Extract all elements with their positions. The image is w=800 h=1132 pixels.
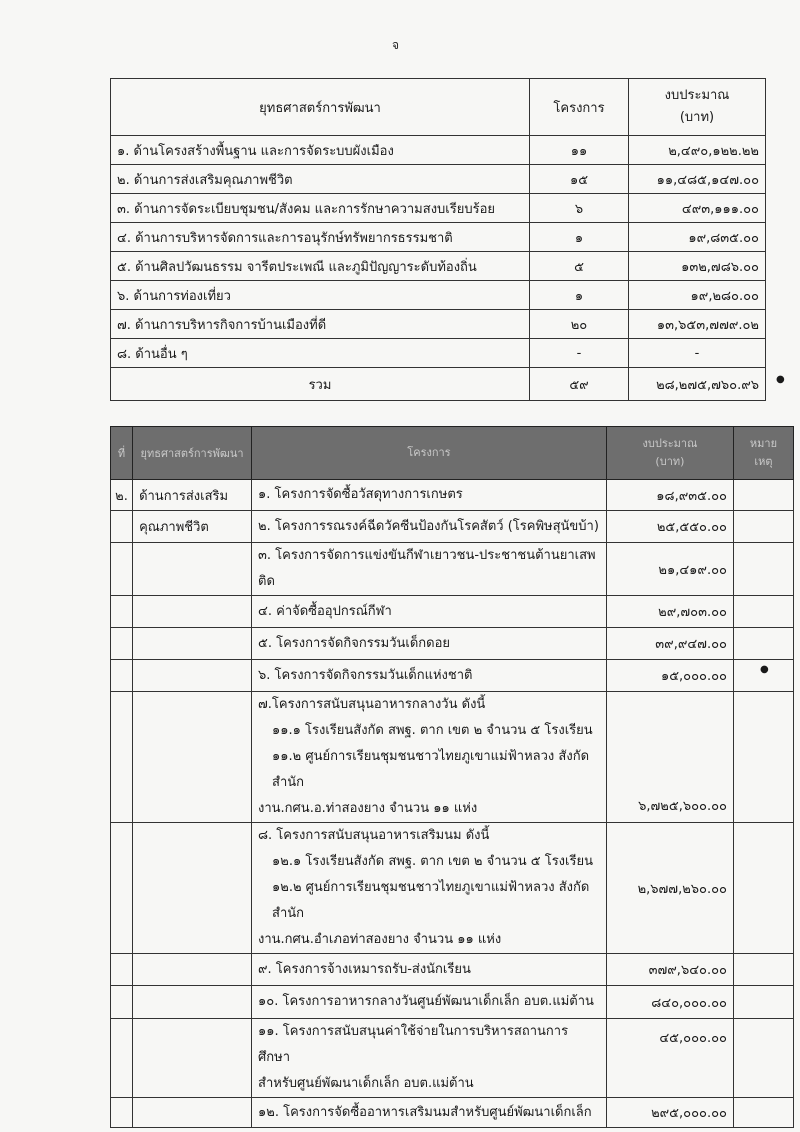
summary-row <box>111 165 766 194</box>
project-line: งาน.กศน.อ.ท่าสองยาง จำนวน ๑๑ แห่ง <box>258 801 478 816</box>
summary-budget: ๒,๔๙๐,๑๒๒.๒๒ <box>629 136 766 165</box>
project-name: ๑๐. โครงการอาหารกลางวันศูนย์พัฒนาเด็กเล็ก อบต.แม่ต้าน <box>252 986 607 1019</box>
project-budget: ๒๑,๔๑๙.๐๐ <box>606 543 733 596</box>
project-line: ๑๒.๒ ศูนย์การเรียนชุมชนชาวไทยภูเขาแม่ฟ้าหลวง สังกัด สำนัก <box>272 880 590 921</box>
no-header: ที่ <box>111 427 133 480</box>
group-number: ๒. <box>111 480 133 511</box>
detail-row <box>111 954 794 986</box>
project-name: ๒. โครงการรณรงค์ฉีดวัคซีนป้องกันโรคสัตว์ (โรคพิษสุนัขบ้า) <box>252 511 607 543</box>
summary-name: ๕. ด้านศิลปวัฒนธรรม จารีตประเพณี และภูมิปัญญาระดับท้องถิ่น <box>111 252 530 281</box>
project-name: ๕. โครงการจัดกิจกรรมวันเด็กดอย <box>252 628 607 660</box>
summary-row <box>111 252 766 281</box>
project-budget: ๘๔๐,๐๐๐.๐๐ <box>606 986 733 1019</box>
summary-name: ๔. ด้านการบริหารจัดการและการอนุรักษ์ทรัพยากรธรรมชาติ <box>111 223 530 252</box>
detail-row <box>111 480 794 511</box>
summary-budget: ๑๓๒,๗๘๖.๐๐ <box>629 252 766 281</box>
project-budget: ๓๙,๙๔๗.๐๐ <box>606 628 733 660</box>
summary-budget: - <box>629 339 766 368</box>
strategy-header: ยุทธศาสตร์การพัฒนา <box>111 79 530 136</box>
project-name: ๖. โครงการจัดกิจกรรมวันเด็กแห่งชาติ <box>252 660 607 692</box>
total-budget: ๒๘,๒๗๕,๗๖๐.๙๖ <box>629 368 766 401</box>
project-line: ๑๑.๑ โรงเรียนสังกัด สพฐ. ตาก เขต ๒ จำนวน ๕ โรงเรียน <box>272 723 593 738</box>
project-line: ๗.โครงการสนับสนุนอาหารกลางวัน ดังนี้ <box>258 697 486 712</box>
summary-budget: ๑๓,๖๕๓,๗๗๙.๐๒ <box>629 310 766 339</box>
project-name-multiline <box>252 692 607 823</box>
summary-name: ๑. ด้านโครงสร้างพื้นฐาน และการจัดระบบผังเมือง <box>111 136 530 165</box>
summary-name: ๓. ด้านการจัดระเบียบชุมชน/สังคม และการรักษาความสงบเรียบร้อย <box>111 194 530 223</box>
group-strategy-line1: ด้านการส่งเสริม <box>133 480 252 511</box>
summary-row <box>111 223 766 252</box>
summary-budget: ๔๙๓,๑๑๑.๐๐ <box>629 194 766 223</box>
summary-count: ๖ <box>530 194 629 223</box>
project-budget: ๒,๖๗๗,๒๖๐.๐๐ <box>606 823 733 954</box>
projects-header: โครงการ <box>530 79 629 136</box>
summary-name: ๖. ด้านการท่องเที่ยว <box>111 281 530 310</box>
detail-row <box>111 511 794 543</box>
summary-name: ๒. ด้านการส่งเสริมคุณภาพชีวิต <box>111 165 530 194</box>
total-count: ๕๙ <box>530 368 629 401</box>
project-line: งาน.กศน.อำเภอท่าสองยาง จำนวน ๑๑ แห่ง <box>258 932 502 947</box>
project-line: ๑๑.๒ ศูนย์การเรียนชุมชนชาวไทยภูเขาแม่ฟ้าหลวง สังกัด สำนัก <box>272 749 590 790</box>
project-budget: ๓๗๙,๖๔๐.๐๐ <box>606 954 733 986</box>
detail-table <box>110 426 794 1128</box>
project-name-multiline <box>252 1019 607 1098</box>
summary-count: ๑๑ <box>530 136 629 165</box>
project-line: ๑๑. โครงการสนับสนุนค่าใช้จ่ายในการบริหารสถานการศึกษา <box>258 1024 569 1065</box>
note-header: หมาย เหตุ <box>733 427 793 480</box>
detail-row <box>111 660 794 692</box>
summary-count: ๑ <box>530 281 629 310</box>
project-line: ๘. โครงการสนับสนุนอาหารเสริมนม ดังนี้ <box>258 828 490 843</box>
summary-table <box>110 78 766 401</box>
summary-total-row <box>111 368 766 401</box>
project-budget: ๒๕,๕๕๐.๐๐ <box>606 511 733 543</box>
detail-row <box>111 986 794 1019</box>
project-budget: ๒๙๕,๐๐๐.๐๐ <box>606 1098 733 1128</box>
detail-row <box>111 1098 794 1128</box>
summary-count: - <box>530 339 629 368</box>
project-budget: ๔๕,๐๐๐.๐๐ <box>606 1019 733 1098</box>
budget-header: งบประมาณ (บาท) <box>629 79 766 136</box>
detail-row <box>111 1019 794 1098</box>
project-line: สำหรับศูนย์พัฒนาเด็กเล็ก อบต.แม่ต้าน <box>258 1076 474 1091</box>
detail-header-row <box>111 427 794 480</box>
summary-row <box>111 194 766 223</box>
summary-budget: ๑๙,๘๓๕.๐๐ <box>629 223 766 252</box>
project-name: ๔. ค่าจัดซื้ออุปกรณ์กีฬา <box>252 596 607 628</box>
project-budget: ๑๘,๙๓๕.๐๐ <box>606 480 733 511</box>
detail-row <box>111 596 794 628</box>
summary-count: ๑ <box>530 223 629 252</box>
project-budget: ๒๙,๗๐๓.๐๐ <box>606 596 733 628</box>
detail-row <box>111 543 794 596</box>
project-budget: ๖,๗๒๕,๖๐๐.๐๐ <box>606 692 733 823</box>
total-label: รวม <box>111 368 530 401</box>
summary-name: ๘. ด้านอื่น ๆ <box>111 339 530 368</box>
strategy-header: ยุทธศาสตร์การพัฒนา <box>133 427 252 480</box>
project-name: ๙. โครงการจ้างเหมารถรับ-ส่งนักเรียน <box>252 954 607 986</box>
project-name: ๑. โครงการจัดซื้อวัสดุทางการเกษตร <box>252 480 607 511</box>
project-note <box>733 480 793 511</box>
summary-budget: ๑๑,๔๘๕,๑๔๗.๐๐ <box>629 165 766 194</box>
project-name: ๑๒. โครงการจัดซื้ออาหารเสริมนมสำหรับศูนย์พัฒนาเด็กเล็ก <box>252 1098 607 1128</box>
summary-row <box>111 281 766 310</box>
summary-count: ๒๐ <box>530 310 629 339</box>
project-line: ๑๒.๑ โรงเรียนสังกัด สพฐ. ตาก เขต ๒ จำนวน ๕ โรงเรียน <box>272 854 593 869</box>
summary-row <box>111 136 766 165</box>
group-strategy-line2: คุณภาพชีวิต <box>133 511 252 543</box>
page-number: จ <box>392 38 400 52</box>
detail-row <box>111 823 794 954</box>
summary-count: ๕ <box>530 252 629 281</box>
summary-name: ๗. ด้านการบริหารกิจการบ้านเมืองที่ดี <box>111 310 530 339</box>
summary-count: ๑๕ <box>530 165 629 194</box>
summary-budget: ๑๙,๒๘๐.๐๐ <box>629 281 766 310</box>
project-header: โครงการ <box>252 427 607 480</box>
project-name: ๓. โครงการจัดการแข่งขันกีฬาเยาวชน-ประชาชนต้านยาเสพติด <box>252 543 607 596</box>
summary-row <box>111 339 766 368</box>
margin-mark: ● <box>760 664 769 675</box>
detail-row <box>111 628 794 660</box>
project-budget: ๑๕,๐๐๐.๐๐ <box>606 660 733 692</box>
budget-header: งบประมาณ (บาท) <box>606 427 733 480</box>
summary-row <box>111 310 766 339</box>
detail-row <box>111 692 794 823</box>
margin-mark: ● <box>776 374 785 385</box>
project-name-multiline <box>252 823 607 954</box>
summary-header-row <box>111 79 766 136</box>
